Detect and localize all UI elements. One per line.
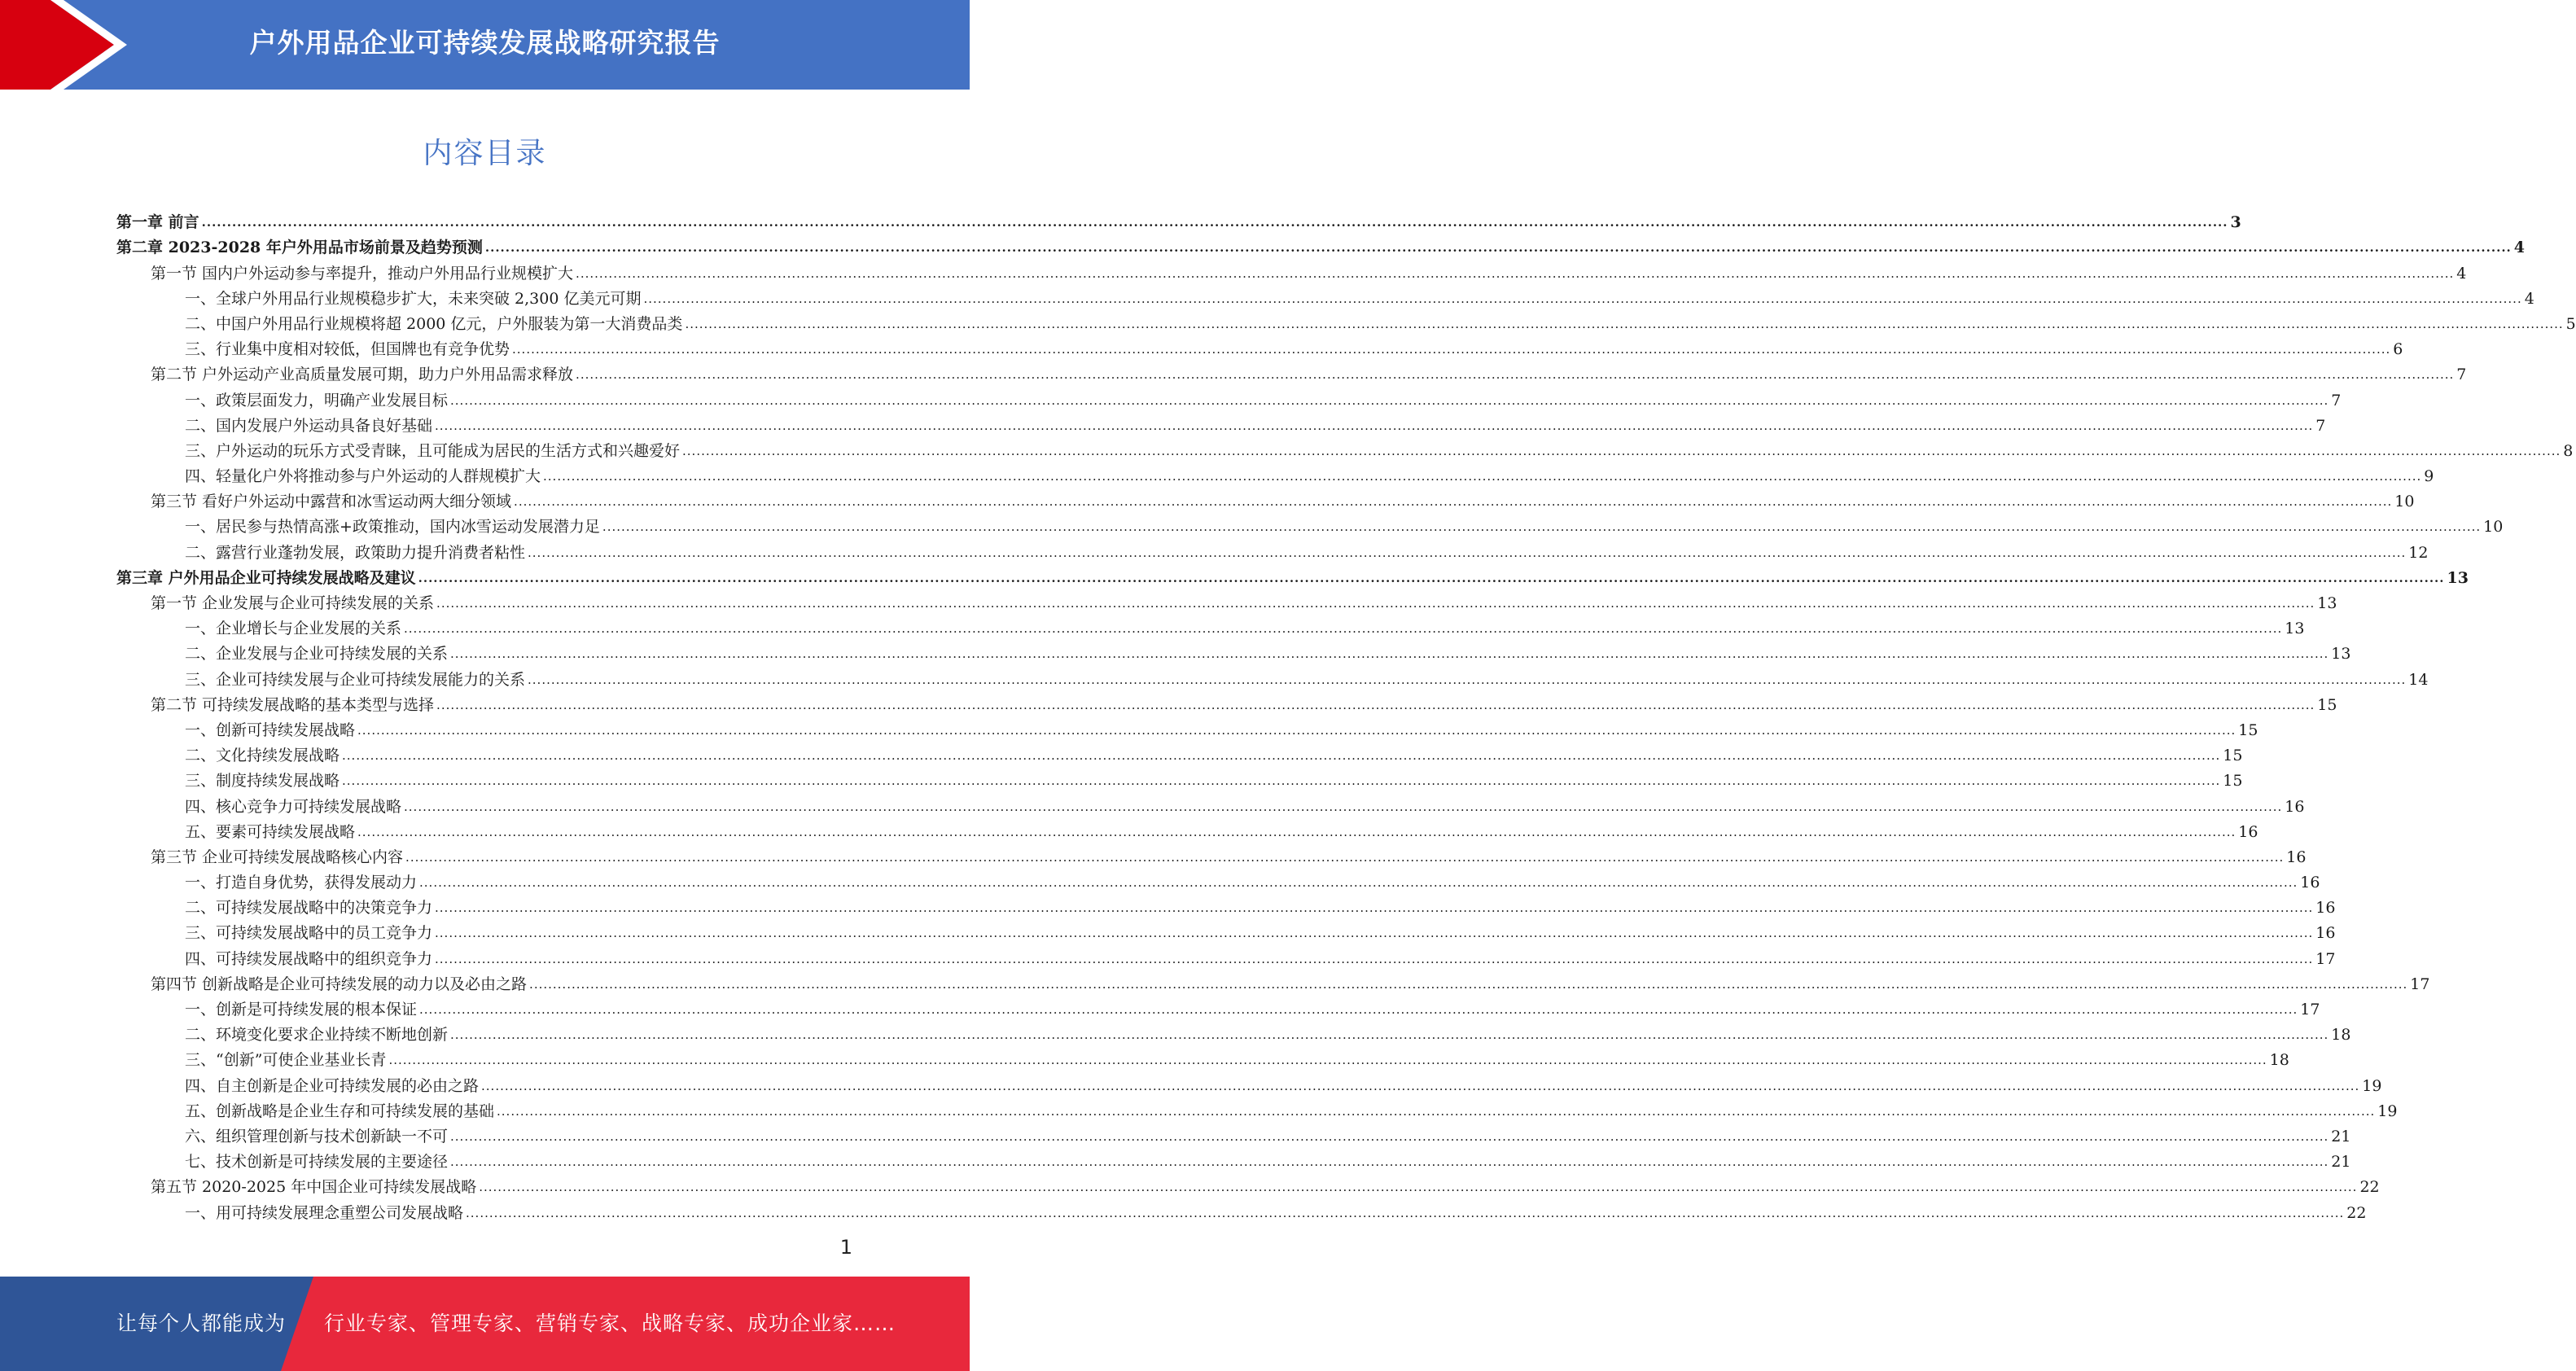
toc-entry[interactable] bbox=[116, 563, 2469, 588]
toc-entry-title: 第五节 2020-2025 年中国企业可持续发展战略 bbox=[151, 1178, 477, 1197]
toc-entry-title: 二、国内发展户外运动具备良好基础 bbox=[185, 416, 433, 435]
toc-dot-leader: ................................................................................................................................................................................................................................................................................................................................................................................................................ bbox=[543, 469, 2422, 484]
table-of-contents bbox=[116, 207, 2576, 1223]
toc-entry-page: 16 bbox=[2315, 924, 2336, 943]
toc-dot-leader: ................................................................................................................................................................................................................................................................................................................................................................................................................ bbox=[576, 367, 2455, 383]
toc-entry-title: 一、居民参与热情高涨+政策推动，国内冰雪运动发展潜力足 bbox=[185, 518, 600, 537]
toc-dot-leader: ................................................................................................................................................................................................................................................................................................................................................................................................................ bbox=[435, 926, 2314, 941]
toc-dot-leader: ................................................................................................................................................................................................................................................................................................................................................................................................................ bbox=[435, 418, 2314, 433]
toc-entry-title: 二、可持续发展战略中的决策竞争力 bbox=[185, 899, 433, 918]
toc-dot-leader: ................................................................................................................................................................................................................................................................................................................................................................................................................ bbox=[450, 1154, 2329, 1170]
toc-entry-title: 三、企业可持续发展与企业可持续发展能力的关系 bbox=[185, 670, 526, 689]
toc-entry-title: 第三节 企业可持续发展战略核心内容 bbox=[151, 848, 404, 866]
toc-entry-page: 15 bbox=[2223, 772, 2243, 791]
toc-entry[interactable] bbox=[116, 638, 2351, 664]
toc-entry[interactable] bbox=[116, 740, 2243, 765]
toc-entry-page: 18 bbox=[2331, 1026, 2351, 1045]
toc-entry[interactable] bbox=[116, 486, 2415, 511]
toc-entry-page: 6 bbox=[2393, 340, 2403, 359]
toc-dot-leader: ................................................................................................................................................................................................................................................................................................................................................................................................................ bbox=[419, 1002, 2298, 1017]
toc-entry[interactable] bbox=[116, 511, 2504, 537]
toc-entry-page: 22 bbox=[2359, 1178, 2380, 1197]
toc-entry-page: 15 bbox=[2317, 695, 2337, 714]
toc-entry[interactable] bbox=[116, 436, 2574, 461]
toc-dot-leader: ................................................................................................................................................................................................................................................................................................................................................................................................................ bbox=[450, 646, 2329, 662]
toc-entry-page: 12 bbox=[2408, 543, 2429, 562]
toc-dot-leader: ................................................................................................................................................................................................................................................................................................................................................................................................................ bbox=[484, 240, 2512, 256]
toc-dot-leader: ................................................................................................................................................................................................................................................................................................................................................................................................................ bbox=[602, 519, 2482, 535]
toc-entry[interactable] bbox=[116, 664, 2429, 689]
toc-entry-page: 16 bbox=[2315, 899, 2336, 918]
toc-entry-page: 13 bbox=[2317, 594, 2337, 612]
toc-entry-page: 17 bbox=[2300, 1001, 2320, 1018]
toc-entry-page: 3 bbox=[2230, 213, 2241, 232]
toc-entry-page: 4 bbox=[2456, 264, 2467, 283]
toc-dot-leader: ................................................................................................................................................................................................................................................................................................................................................................................................................ bbox=[529, 976, 2408, 992]
toc-entry[interactable] bbox=[116, 309, 2576, 334]
toc-entry-title: 四、轻量化户外将推动参与户外运动的人群规模扩大 bbox=[185, 467, 541, 486]
toc-dot-leader: ................................................................................................................................................................................................................................................................................................................................................................................................................ bbox=[404, 799, 2283, 814]
toc-dot-leader: ................................................................................................................................................................................................................................................................................................................................................................................................................ bbox=[481, 1078, 2360, 1093]
toc-entry[interactable] bbox=[116, 410, 2326, 436]
toc-entry-page: 16 bbox=[2285, 797, 2305, 816]
toc-entry-title: 第一节 国内户外运动参与率提升，推动户外用品行业规模扩大 bbox=[151, 264, 574, 283]
toc-entry[interactable] bbox=[116, 867, 2320, 892]
toc-entry[interactable] bbox=[116, 232, 2525, 257]
toc-entry[interactable] bbox=[116, 715, 2258, 740]
toc-entry-title: 三、可持续发展战略中的员工竞争力 bbox=[185, 924, 433, 943]
toc-dot-leader: ................................................................................................................................................................................................................................................................................................................................................................................................................ bbox=[435, 951, 2314, 966]
toc-dot-leader: ................................................................................................................................................................................................................................................................................................................................................................................................................ bbox=[418, 570, 2445, 585]
toc-entry[interactable] bbox=[116, 1197, 2367, 1222]
toc-entry-title: 一、创新是可持续发展的根本保证 bbox=[185, 1001, 418, 1018]
toc-entry[interactable] bbox=[116, 283, 2534, 309]
toc-entry-title: 一、企业增长与企业发展的关系 bbox=[185, 620, 402, 638]
toc-entry-title: 第二节 户外运动产业高质量发展可期，助力户外用品需求释放 bbox=[151, 366, 574, 384]
toc-entry-title: 四、核心竞争力可持续发展战略 bbox=[185, 797, 402, 816]
toc-entry-page: 7 bbox=[2456, 366, 2467, 384]
toc-entry-title: 二、环境变化要求企业持续不断地创新 bbox=[185, 1026, 449, 1045]
toc-entry-page: 16 bbox=[2286, 848, 2307, 866]
toc-entry[interactable] bbox=[116, 943, 2336, 968]
toc-entry-title: 六、组织管理创新与技术创新缺一不可 bbox=[185, 1127, 449, 1145]
toc-dot-leader: ................................................................................................................................................................................................................................................................................................................................................................................................................ bbox=[528, 672, 2407, 687]
toc-entry-title: 二、企业发展与企业可持续发展的关系 bbox=[185, 645, 449, 664]
toc-entry[interactable] bbox=[116, 384, 2342, 410]
toc-entry-title: 四、可持续发展战略中的组织竞争力 bbox=[185, 949, 433, 968]
toc-entry[interactable] bbox=[116, 613, 2305, 638]
page-number: 1 bbox=[839, 1236, 852, 1259]
toc-entry-title: 第二节 可持续发展战略的基本类型与选择 bbox=[151, 695, 435, 714]
toc-dot-leader: ................................................................................................................................................................................................................................................................................................................................................................................................................ bbox=[528, 545, 2407, 560]
toc-entry-page: 5 bbox=[2565, 314, 2576, 333]
toc-entry[interactable] bbox=[116, 765, 2243, 791]
toc-entry[interactable] bbox=[116, 1096, 2398, 1121]
toc-entry-title: 四、自主创新是企业可持续发展的必由之路 bbox=[185, 1076, 480, 1095]
toc-dot-leader: ................................................................................................................................................................................................................................................................................................................................................................................................................ bbox=[357, 824, 2236, 839]
toc-entry-title: 二、中国户外用品行业规模将超 2000 亿元，户外服装为第一大消费品类 bbox=[185, 314, 683, 333]
toc-entry-page: 14 bbox=[2408, 670, 2429, 689]
toc-dot-leader: ................................................................................................................................................................................................................................................................................................................................................................................................................ bbox=[436, 697, 2315, 712]
toc-entry-title: 五、要素可持续发展战略 bbox=[185, 822, 356, 841]
toc-entry[interactable] bbox=[116, 791, 2305, 816]
toc-dot-leader: ................................................................................................................................................................................................................................................................................................................................................................................................................ bbox=[450, 1027, 2329, 1043]
toc-entry[interactable] bbox=[116, 1121, 2351, 1146]
toc-entry-title: 二、文化持续发展战略 bbox=[185, 747, 340, 765]
toc-dot-leader: ................................................................................................................................................................................................................................................................................................................................................................................................................ bbox=[404, 621, 2283, 637]
toc-entry-page: 15 bbox=[2238, 721, 2258, 739]
toc-entry-page: 17 bbox=[2410, 975, 2430, 993]
toc-entry-page: 13 bbox=[2331, 645, 2351, 664]
toc-dot-leader: ................................................................................................................................................................................................................................................................................................................................................................................................................ bbox=[405, 849, 2285, 865]
toc-entry-page: 15 bbox=[2223, 747, 2243, 765]
toc-entry-title: 第一章 前言 bbox=[116, 213, 199, 232]
toc-entry-title: 一、用可持续发展理念重塑公司发展战略 bbox=[185, 1203, 464, 1222]
toc-entry[interactable] bbox=[116, 1019, 2351, 1045]
toc-entry-page: 9 bbox=[2424, 467, 2434, 486]
toc-entry[interactable] bbox=[116, 1045, 2289, 1070]
toc-entry-page: 16 bbox=[2238, 822, 2258, 841]
toc-entry-title: 第三节 看好户外运动中露营和冰雪运动两大细分领域 bbox=[151, 493, 512, 511]
toc-entry[interactable] bbox=[116, 918, 2336, 943]
toc-dot-leader: ................................................................................................................................................................................................................................................................................................................................................................................................................ bbox=[342, 773, 2221, 789]
toc-entry-title: 一、打造自身优势，获得发展动力 bbox=[185, 874, 418, 892]
toc-dot-leader: ................................................................................................................................................................................................................................................................................................................................................................................................................ bbox=[466, 1205, 2345, 1220]
toc-entry[interactable] bbox=[116, 461, 2434, 486]
toc-dot-leader: ................................................................................................................................................................................................................................................................................................................................................................................................................ bbox=[436, 596, 2315, 611]
toc-entry[interactable] bbox=[116, 892, 2336, 918]
toc-entry-title: 第二章 2023-2028 年户外用品市场前景及趋势预测 bbox=[116, 239, 483, 257]
toc-entry-page: 7 bbox=[2331, 391, 2342, 410]
toc-dot-leader: ................................................................................................................................................................................................................................................................................................................................................................................................................ bbox=[685, 316, 2564, 331]
toc-entry[interactable] bbox=[116, 359, 2467, 384]
toc-entry-page: 7 bbox=[2315, 416, 2326, 435]
toc-entry[interactable] bbox=[116, 690, 2337, 715]
toc-dot-leader: ................................................................................................................................................................................................................................................................................................................................................................................................................ bbox=[450, 1128, 2329, 1144]
toc-dot-leader: ................................................................................................................................................................................................................................................................................................................................................................................................................ bbox=[682, 443, 2561, 458]
toc-entry-page: 16 bbox=[2300, 874, 2320, 892]
toc-dot-leader: ................................................................................................................................................................................................................................................................................................................................................................................................................ bbox=[342, 748, 2221, 764]
toc-dot-leader: ................................................................................................................................................................................................................................................................................................................................................................................................................ bbox=[450, 392, 2329, 408]
toc-entry[interactable] bbox=[116, 842, 2307, 867]
toc-dot-leader: ................................................................................................................................................................................................................................................................................................................................................................................................................ bbox=[479, 1180, 2358, 1195]
toc-dot-leader: ................................................................................................................................................................................................................................................................................................................................................................................................................ bbox=[435, 900, 2314, 916]
toc-entry-title: 第一节 企业发展与企业可持续发展的关系 bbox=[151, 594, 435, 612]
toc-entry-page: 4 bbox=[2513, 239, 2525, 257]
footer-slogan-right: 行业专家、管理专家、营销专家、战略专家、成功企业家…… bbox=[324, 1312, 896, 1335]
toc-dot-leader: ................................................................................................................................................................................................................................................................................................................................................................................................................ bbox=[497, 1103, 2376, 1119]
toc-entry-title: 七、技术创新是可持续发展的主要途径 bbox=[185, 1153, 449, 1172]
toc-entry-page: 10 bbox=[2394, 493, 2415, 511]
toc-entry[interactable] bbox=[116, 257, 2467, 283]
toc-entry[interactable] bbox=[116, 207, 2241, 232]
toc-entry-page: 21 bbox=[2331, 1127, 2351, 1145]
toc-entry[interactable] bbox=[116, 334, 2403, 359]
toc-entry-page: 22 bbox=[2346, 1203, 2367, 1222]
toc-entry[interactable] bbox=[116, 969, 2430, 994]
report-title: 户外用品企业可持续发展战略研究报告 bbox=[249, 27, 721, 59]
toc-entry-title: 五、创新战略是企业生存和可持续发展的基础 bbox=[185, 1102, 495, 1120]
toc-entry-title: 第三章 户外用品企业可持续发展战略及建议 bbox=[116, 568, 416, 587]
toc-entry-page: 18 bbox=[2269, 1051, 2289, 1070]
toc-entry[interactable] bbox=[116, 537, 2429, 562]
toc-entry-page: 19 bbox=[2362, 1076, 2382, 1095]
toc-entry-title: 三、制度持续发展战略 bbox=[185, 772, 340, 791]
toc-dot-leader: ................................................................................................................................................................................................................................................................................................................................................................................................................ bbox=[201, 215, 2228, 230]
toc-entry[interactable] bbox=[116, 1070, 2382, 1095]
toc-entry-page: 13 bbox=[2285, 620, 2305, 638]
toc-entry-title: 二、露营行业蓬勃发展，政策助力提升消费者粘性 bbox=[185, 543, 526, 562]
toc-dot-leader: ................................................................................................................................................................................................................................................................................................................................................................................................................ bbox=[357, 722, 2236, 738]
toc-dot-leader: ................................................................................................................................................................................................................................................................................................................................................................................................................ bbox=[514, 494, 2393, 510]
toc-entry[interactable] bbox=[116, 1146, 2351, 1172]
toc-entry-title: 三、行业集中度相对较低，但国牌也有竞争优势 bbox=[185, 340, 510, 359]
toc-entry-page: 19 bbox=[2377, 1102, 2398, 1120]
toc-entry-page: 10 bbox=[2483, 518, 2504, 537]
toc-entry-page: 8 bbox=[2563, 441, 2574, 460]
toc-entry-page: 17 bbox=[2315, 949, 2336, 968]
toc-entry-title: 三、户外运动的玩乐方式受青睐，且可能成为居民的生活方式和兴趣爱好 bbox=[185, 441, 681, 460]
page-footer bbox=[0, 1277, 970, 1371]
toc-entry-title: 一、创新可持续发展战略 bbox=[185, 721, 356, 739]
toc-entry-title: 一、政策层面发力，明确产业发展目标 bbox=[185, 391, 449, 410]
toc-entry-title: 第四节 创新战略是企业可持续发展的动力以及必由之路 bbox=[151, 975, 528, 993]
toc-heading: 内容目录 bbox=[423, 137, 547, 170]
toc-dot-leader: ................................................................................................................................................................................................................................................................................................................................................................................................................ bbox=[419, 875, 2298, 891]
toc-entry[interactable] bbox=[116, 588, 2337, 613]
toc-entry-page: 13 bbox=[2447, 568, 2469, 587]
footer-slogan-left: 让每个人都能成为 bbox=[116, 1312, 287, 1335]
toc-entry-title: 三、“创新”可使企业基业长青 bbox=[185, 1051, 387, 1070]
toc-dot-leader: ................................................................................................................................................................................................................................................................................................................................................................................................................ bbox=[576, 265, 2455, 281]
toc-dot-leader: ................................................................................................................................................................................................................................................................................................................................................................................................................ bbox=[512, 342, 2391, 357]
toc-dot-leader: ................................................................................................................................................................................................................................................................................................................................................................................................................ bbox=[643, 291, 2522, 306]
toc-entry[interactable] bbox=[116, 994, 2320, 1019]
page-header bbox=[0, 0, 970, 90]
toc-entry-page: 4 bbox=[2524, 289, 2534, 308]
toc-dot-leader: ................................................................................................................................................................................................................................................................................................................................................................................................................ bbox=[388, 1053, 2267, 1068]
toc-entry[interactable] bbox=[116, 817, 2258, 842]
toc-entry-page: 21 bbox=[2331, 1153, 2351, 1172]
toc-entry[interactable] bbox=[116, 1172, 2380, 1197]
toc-entry-title: 一、全球户外用品行业规模稳步扩大，未来突破 2,300 亿美元可期 bbox=[185, 289, 642, 308]
